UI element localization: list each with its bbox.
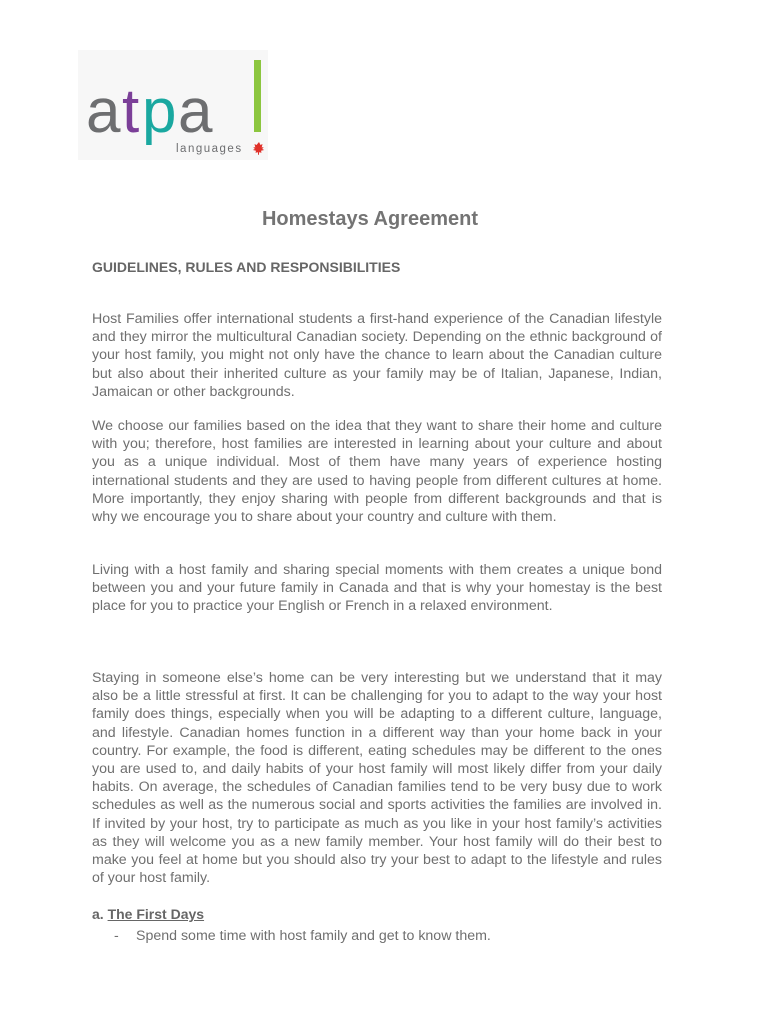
company-logo <box>78 50 268 160</box>
list-bullet: - <box>114 928 119 944</box>
logo-tagline: languages <box>176 143 243 155</box>
logo-letter-t: t <box>122 77 140 146</box>
logo-letter-a: a <box>86 77 121 146</box>
paragraph-family-selection: We choose our families based on the idea that they want to share their home and culture with you; therefore, host families are interested in learning about your culture and about you as a unique individual. Most of them have many years of experience hosting international students and they are used to having people from different cultures at home. More importantly, they enjoy sharing with people from different backgrounds and that is why we encourage you to share about your country and culture with them. <box>92 418 662 526</box>
section-heading-first-days <box>92 906 204 922</box>
logo-letter-p: p <box>142 77 177 146</box>
paragraph-special-moments: Living with a host family and sharing special moments with them creates a unique bond between you and your future family in Canada and that is why your homestay is the best place for you to practice your English or French in a relaxed environment. <box>92 562 662 615</box>
paragraph-adapting: Staying in someone else’s home can be very interesting but we understand that it may also be a little stressful at first. It can be challenging for you to adapt to the way your host family does things, especially when you will be adapting to a different culture, language, and lifestyle. Canadian homes function in a different way than your home back in your country. For example, the food is different, eating schedules may be different to the ones you are used to, and daily habits of your host family will most likely differ from your daily habits. On average, the schedules of Canadian families tend to be very busy due to work schedules as well as the numerous social and sports activities the families are involved in. If invited by your host, try to participate as much as you like in your host family’s activities as they will welcome you as a new family member. Your host family will do their best to make you feel at home but you should also try your best to adapt to the lifestyle and rules of your host family. <box>92 670 662 887</box>
list-item-text: Spend some time with host family and get to know them. <box>136 928 491 944</box>
atpal-logo-icon <box>78 50 268 160</box>
logo-letter-l <box>254 60 261 132</box>
logo-letter-a2: a <box>178 77 213 146</box>
paragraph-host-families: Host Families offer international students a first-hand experience of the Canadian lifestyle and they mirror the multicultural Canadian society. Depending on the ethnic background of your host family, you might not only have the chance to learn about the Canadian culture but also about their inherited culture as your family may be of Italian, Japanese, Indian, Jamaican or other backgrounds. <box>92 311 662 400</box>
section-prefix: a. <box>92 906 104 922</box>
page-title: Homestays Agreement <box>261 208 478 230</box>
list-item <box>114 928 491 944</box>
section-title: The First Days <box>107 906 205 922</box>
maple-leaf-icon <box>253 142 264 155</box>
document-subtitle: GUIDELINES, RULES AND RESPONSIBILITIES <box>92 259 401 275</box>
